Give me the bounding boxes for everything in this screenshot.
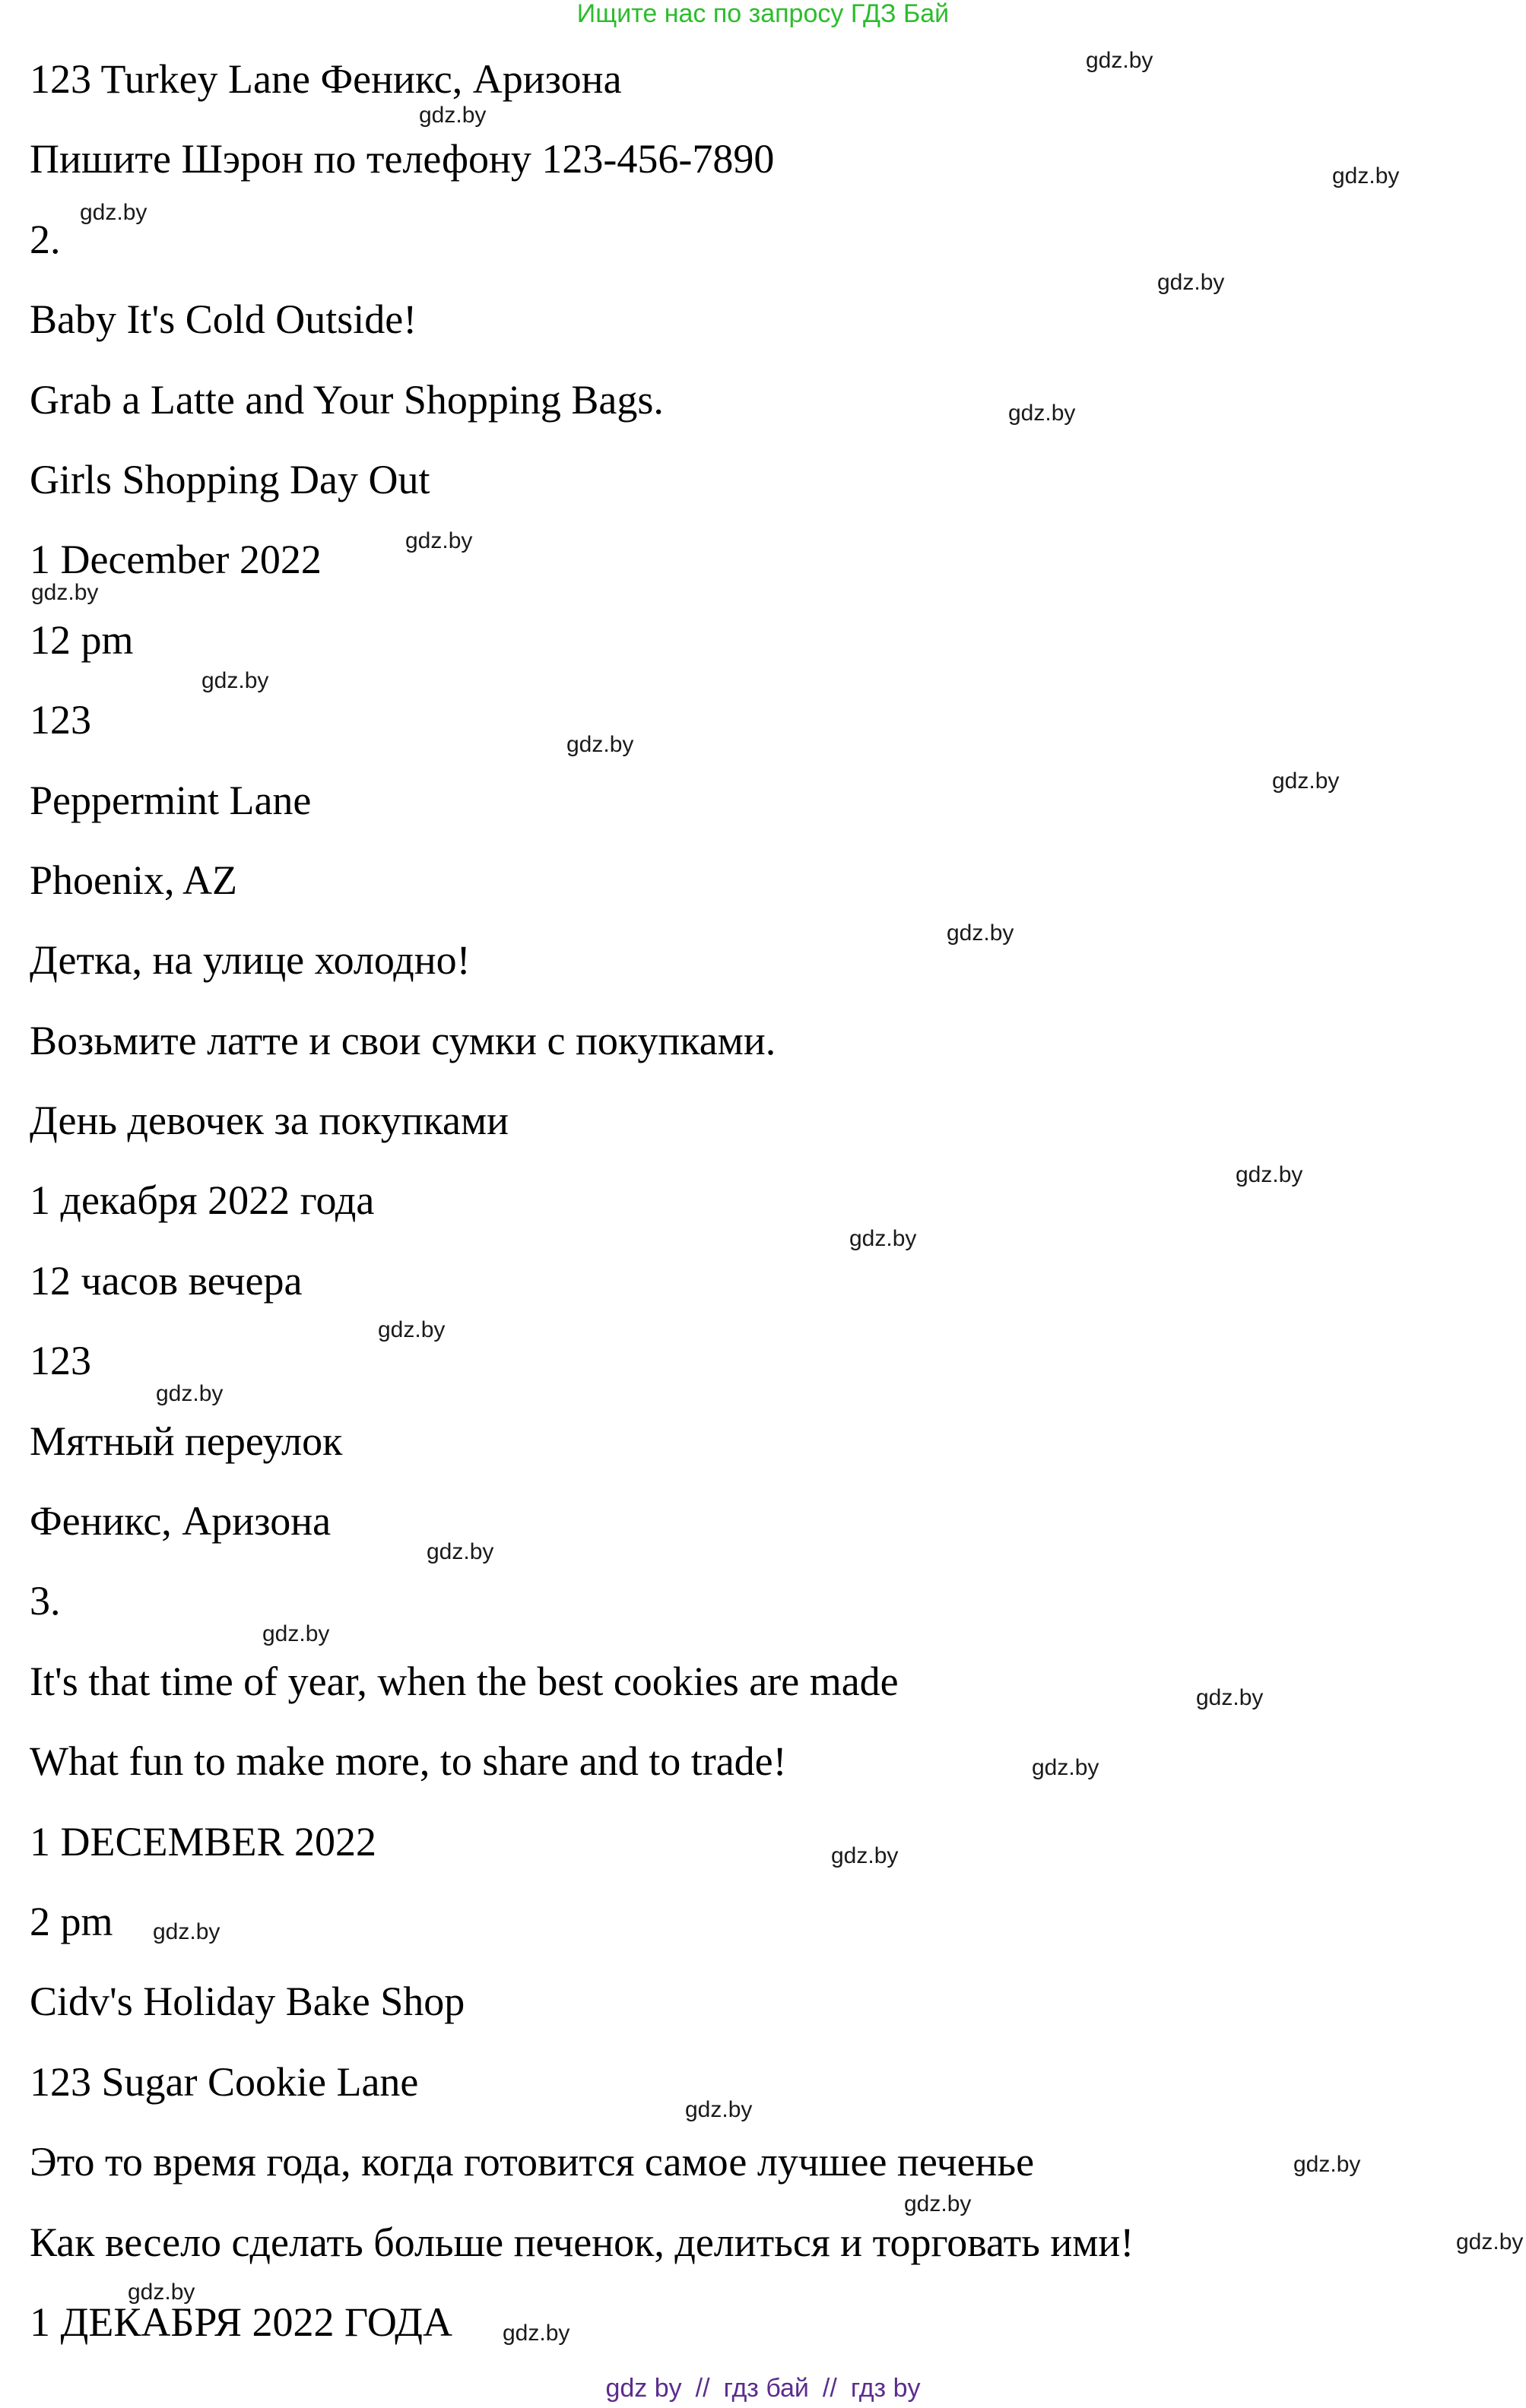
- doc-line: Возьмите латте и свои сумки с покупками.: [30, 1017, 776, 1063]
- doc-line: 2.: [30, 216, 61, 262]
- watermark: gdz.by: [1293, 2152, 1361, 2177]
- footer-link[interactable]: gdz by: [605, 2374, 682, 2403]
- watermark: gdz.by: [1008, 401, 1076, 426]
- watermark: gdz.by: [1086, 48, 1153, 73]
- watermark: gdz.by: [405, 528, 473, 553]
- watermark: gdz.by: [80, 200, 148, 225]
- doc-line: День девочек за покупками: [30, 1098, 509, 1144]
- doc-line: Феникс, Аризона: [30, 1498, 332, 1545]
- watermark: gdz.by: [128, 2280, 195, 2305]
- watermark: gdz.by: [503, 2321, 570, 2346]
- watermark: gdz.by: [1196, 1685, 1264, 1710]
- doc-line: 1 December 2022: [30, 537, 322, 583]
- footer-link[interactable]: гдз by: [850, 2374, 921, 2403]
- doc-line: Girls Shopping Day Out: [30, 456, 430, 502]
- watermark: gdz.by: [1332, 163, 1400, 189]
- footer-separator: //: [822, 2374, 837, 2403]
- watermark: gdz.by: [427, 1539, 494, 1564]
- doc-line: Как весело сделать больше печенок, делиться и торговать ими!: [30, 2219, 1134, 2265]
- watermark: gdz.by: [904, 2191, 972, 2216]
- watermark: gdz.by: [947, 920, 1014, 946]
- doc-line: 123 Turkey Lane Феникс, Аризона: [30, 56, 622, 102]
- watermark: gdz.by: [156, 1381, 224, 1406]
- doc-line: Cidv's Holiday Bake Shop: [30, 1979, 465, 2025]
- doc-line: What fun to make more, to share and to trade!: [30, 1738, 787, 1785]
- doc-line: 1 декабря 2022 года: [30, 1177, 375, 1224]
- watermark: gdz.by: [262, 1621, 330, 1646]
- doc-line: Peppermint Lane: [30, 777, 312, 823]
- watermark: gdz.by: [1272, 768, 1340, 794]
- watermark: gdz.by: [1157, 270, 1225, 295]
- footer-links: [0, 2373, 1526, 2403]
- doc-line: Grab a Latte and Your Shopping Bags.: [30, 376, 664, 423]
- doc-line: 123: [30, 1338, 91, 1384]
- doc-line: Мятный переулок: [30, 1418, 343, 1464]
- doc-line: Baby It's Cold Outside!: [30, 296, 417, 343]
- doc-line: Пишите Шэрон по телефону 123-456-7890: [30, 136, 775, 182]
- watermark: gdz.by: [153, 1919, 220, 1944]
- header-banner[interactable]: Ищите нас по запросу ГДЗ Бай: [576, 0, 950, 28]
- doc-line: 12 часов вечера: [30, 1257, 303, 1304]
- watermark: gdz.by: [1236, 1162, 1303, 1187]
- doc-line: Это то время года, когда готовится самое лучшее печенье: [30, 2139, 1035, 2185]
- watermark: gdz.by: [1032, 1755, 1099, 1780]
- doc-line: 3.: [30, 1578, 61, 1624]
- doc-line: 2 pm: [30, 1898, 113, 1944]
- doc-line: 1 DECEMBER 2022: [30, 1818, 377, 1865]
- watermark: gdz.by: [378, 1317, 446, 1342]
- doc-line: It's that time of year, when the best cookies are made: [30, 1658, 899, 1704]
- watermark: gdz.by: [1456, 2229, 1524, 2254]
- watermark: gdz.by: [31, 580, 99, 605]
- footer-link[interactable]: гдз бай: [723, 2374, 809, 2403]
- doc-line: Phoenix, AZ: [30, 857, 238, 903]
- watermark: gdz.by: [685, 2097, 753, 2122]
- doc-line: 123 Sugar Cookie Lane: [30, 2058, 419, 2105]
- watermark: gdz.by: [831, 1843, 899, 1868]
- doc-line: 12 pm: [30, 616, 134, 663]
- watermark: gdz.by: [849, 1226, 917, 1251]
- watermark: gdz.by: [419, 103, 487, 128]
- watermark: gdz.by: [566, 732, 634, 757]
- doc-line: 123: [30, 697, 91, 743]
- doc-line: 1 ДЕКАБРЯ 2022 ГОДА: [30, 2299, 453, 2345]
- doc-line: Детка, на улице холодно!: [30, 937, 471, 984]
- document-body: [30, 40, 1322, 2362]
- watermark: gdz.by: [201, 668, 269, 693]
- footer-separator: //: [695, 2374, 710, 2403]
